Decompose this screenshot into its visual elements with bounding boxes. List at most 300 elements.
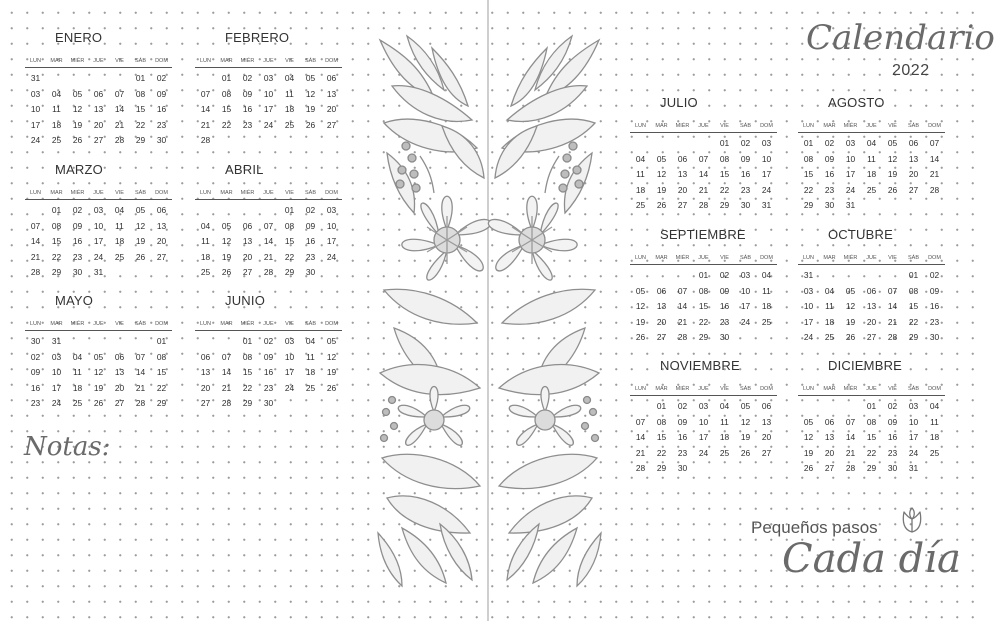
weekday-label: DOM: [760, 255, 773, 261]
day-cell: 04: [866, 138, 877, 148]
weekday-label: LUN: [634, 386, 646, 392]
tulip-icon: [899, 506, 925, 534]
day-cell: 04: [824, 285, 835, 296]
weekday-label: MIÉR: [675, 386, 690, 392]
day-cell: 11: [285, 88, 294, 99]
day-cell: 13: [156, 220, 167, 231]
day-cell: 12: [845, 301, 856, 311]
day-cell: 23: [740, 184, 751, 195]
weekday-header: [195, 190, 342, 200]
day-cell: 31: [803, 270, 814, 280]
day-cell: 24: [845, 184, 856, 195]
day-cell: 31: [93, 267, 104, 277]
weekday-label: MAR: [220, 190, 233, 196]
day-cell: 26: [221, 267, 232, 277]
weekday-label: VIE: [115, 321, 124, 327]
day-cell: 22: [51, 251, 62, 262]
day-cell: 01: [719, 138, 730, 148]
weekday-label: JUE: [263, 321, 274, 327]
day-cell: 17: [845, 169, 856, 179]
day-cell: 25: [200, 267, 211, 277]
day-cell: 22: [242, 382, 253, 393]
weekday-label: MIÉR: [675, 255, 690, 261]
day-cell: 07: [135, 351, 146, 362]
day-cell: 29: [719, 200, 730, 210]
day-cell: 11: [201, 236, 210, 246]
day-cell: 18: [635, 184, 646, 195]
day-cell: 22: [156, 382, 167, 393]
day-cell: 21: [135, 382, 146, 393]
day-cell: 02: [72, 205, 83, 215]
day-cell: 10: [326, 220, 337, 231]
day-cell: 03: [698, 401, 709, 411]
day-blank: [46, 71, 67, 87]
day-cell: 19: [635, 316, 646, 327]
day-cell: 21: [845, 447, 856, 458]
day-cell: 05: [135, 205, 146, 215]
weekday-label: MIÉR: [70, 321, 85, 327]
day-cell: 14: [221, 367, 232, 377]
notes-label: Notas:: [24, 432, 111, 462]
day-cell: 30: [929, 332, 940, 342]
day-cell: 06: [156, 205, 167, 215]
day-cell: 09: [305, 220, 316, 231]
day-cell: 27: [656, 332, 667, 342]
day-cell: 23: [887, 447, 898, 458]
day-cell: 28: [929, 184, 940, 195]
day-cell: 25: [635, 200, 646, 210]
day-cell: 16: [929, 301, 940, 311]
weekday-label: VIE: [285, 190, 294, 196]
day-cell: 25: [824, 332, 835, 342]
floral-decoration: [372, 28, 607, 588]
day-cell: 19: [740, 432, 751, 442]
day-cell: 17: [93, 236, 104, 246]
day-cell: 19: [803, 447, 814, 458]
day-cell: 28: [263, 267, 274, 277]
weekday-label: DOM: [760, 386, 773, 392]
day-cell: 19: [845, 316, 856, 327]
day-cell: 29: [156, 398, 167, 408]
day-cell: 03: [803, 285, 814, 296]
day-cell: 07: [845, 416, 856, 427]
day-cell: 20: [761, 432, 772, 442]
weekday-header: [195, 58, 342, 68]
day-cell: 10: [698, 416, 709, 427]
day-cell: 20: [677, 184, 688, 195]
day-cell: 24: [740, 316, 751, 327]
day-cell: 05: [635, 285, 646, 296]
day-cell: 14: [135, 367, 146, 377]
day-cell: 15: [656, 432, 667, 442]
day-cell: 05: [845, 285, 856, 296]
day-cell: 25: [866, 184, 877, 195]
weekday-label: DOM: [155, 321, 168, 327]
day-cell: 17: [803, 316, 814, 327]
day-cell: 01: [908, 270, 919, 280]
day-grid: [25, 203, 172, 281]
weekday-label: LUN: [199, 190, 211, 196]
day-cell: 20: [866, 316, 877, 327]
day-cell: 12: [135, 220, 146, 231]
day-blank: [630, 399, 651, 415]
day-cell: 01: [135, 73, 146, 83]
weekday-header: [630, 255, 777, 265]
weekday-label: JUE: [93, 321, 104, 327]
day-cell: 20: [114, 382, 125, 393]
day-cell: 13: [656, 301, 667, 311]
month-name: ABRIL: [225, 162, 264, 177]
day-cell: 19: [305, 104, 316, 114]
weekday-header: [798, 123, 945, 133]
day-cell: 09: [719, 285, 730, 296]
weekday-header: [25, 321, 172, 331]
day-cell: 11: [636, 169, 645, 179]
weekday-label: JUE: [698, 255, 709, 261]
month-name: AGOSTO: [828, 95, 885, 110]
day-blank: [798, 399, 819, 415]
day-cell: 20: [908, 169, 919, 179]
day-cell: 13: [824, 432, 835, 442]
weekday-label: SÁB: [907, 255, 919, 261]
day-blank: [109, 334, 130, 350]
day-cell: 26: [740, 447, 751, 458]
weekday-label: SÁB: [739, 386, 751, 392]
day-cell: 21: [929, 169, 940, 179]
day-cell: 06: [824, 416, 835, 427]
motto-line2: Cada día: [782, 536, 961, 582]
day-cell: 13: [242, 236, 253, 246]
day-cell: 28: [887, 332, 898, 342]
day-cell: 22: [284, 251, 295, 262]
day-blank: [88, 334, 109, 350]
day-cell: 23: [156, 119, 167, 130]
day-cell: 11: [930, 416, 939, 427]
day-cell: 18: [200, 251, 211, 262]
day-cell: 18: [719, 432, 730, 442]
weekday-label: DOM: [928, 386, 941, 392]
day-cell: 12: [221, 236, 232, 246]
day-cell: 03: [740, 270, 751, 280]
day-blank: [237, 203, 258, 219]
day-cell: 21: [698, 184, 709, 195]
day-cell: 14: [845, 432, 856, 442]
day-blank: [195, 71, 216, 87]
weekday-label: VIE: [720, 123, 729, 129]
day-cell: 22: [698, 316, 709, 327]
day-cell: 18: [929, 432, 940, 442]
day-cell: 22: [908, 316, 919, 327]
day-cell: 04: [51, 88, 62, 99]
day-cell: 18: [114, 236, 125, 246]
day-cell: 03: [263, 73, 274, 83]
day-cell: 09: [242, 88, 253, 99]
day-cell: 27: [677, 200, 688, 210]
day-cell: 08: [51, 220, 62, 231]
day-cell: 24: [93, 251, 104, 262]
day-cell: 21: [677, 316, 688, 327]
day-blank: [861, 268, 882, 284]
day-cell: 15: [156, 367, 167, 377]
day-cell: 03: [284, 336, 295, 346]
weekday-label: VIE: [720, 386, 729, 392]
day-cell: 19: [656, 184, 667, 195]
day-cell: 02: [887, 401, 898, 411]
weekday-label: MIÉR: [240, 321, 255, 327]
day-cell: 08: [698, 285, 709, 296]
weekday-label: DOM: [155, 190, 168, 196]
day-cell: 09: [887, 416, 898, 427]
day-grid: [25, 334, 172, 412]
day-cell: 23: [305, 251, 316, 262]
weekday-label: LUN: [199, 58, 211, 64]
day-blank: [819, 399, 840, 415]
day-cell: 10: [845, 153, 856, 164]
day-cell: 10: [284, 351, 295, 362]
day-cell: 10: [263, 88, 274, 99]
day-cell: 29: [908, 332, 919, 342]
day-cell: 10: [803, 301, 814, 311]
day-cell: 25: [284, 119, 295, 130]
day-cell: 12: [803, 432, 814, 442]
day-cell: 29: [284, 267, 295, 277]
weekday-header: [25, 190, 172, 200]
day-cell: 27: [93, 135, 104, 145]
day-cell: 15: [908, 301, 919, 311]
weekday-label: JUE: [93, 190, 104, 196]
weekday-label: SÁB: [134, 58, 146, 64]
weekday-label: VIE: [285, 321, 294, 327]
day-cell: 04: [72, 351, 83, 362]
weekday-label: VIE: [888, 123, 897, 129]
day-cell: 20: [242, 251, 253, 262]
day-cell: 19: [72, 119, 83, 130]
weekday-label: DOM: [155, 58, 168, 64]
day-cell: 02: [824, 138, 835, 148]
weekday-label: LUN: [802, 123, 814, 129]
day-cell: 31: [845, 200, 856, 210]
weekday-label: JUE: [698, 386, 709, 392]
weekday-label: JUE: [866, 255, 877, 261]
day-cell: 01: [803, 138, 814, 148]
day-cell: 05: [656, 153, 667, 164]
weekday-label: LUN: [802, 386, 814, 392]
weekday-label: MAR: [50, 190, 63, 196]
day-cell: 02: [719, 270, 730, 280]
day-cell: 08: [803, 153, 814, 164]
day-cell: 20: [156, 236, 167, 246]
day-cell: 06: [326, 73, 337, 83]
day-cell: 02: [30, 351, 41, 362]
day-cell: 03: [93, 205, 104, 215]
day-cell: 21: [263, 251, 274, 262]
day-cell: 17: [326, 236, 337, 246]
day-cell: 01: [51, 205, 62, 215]
weekday-label: SÁB: [304, 321, 316, 327]
day-cell: 17: [740, 301, 751, 311]
day-cell: 01: [866, 401, 877, 411]
day-cell: 15: [284, 236, 295, 246]
weekday-label: JUE: [263, 190, 274, 196]
day-cell: 12: [326, 351, 337, 362]
day-grid: [630, 399, 777, 477]
day-cell: 15: [51, 236, 62, 246]
day-cell: 11: [306, 351, 315, 362]
day-cell: 30: [824, 200, 835, 210]
day-blank: [651, 136, 672, 152]
weekday-label: LUN: [199, 321, 211, 327]
day-cell: 26: [656, 200, 667, 210]
day-cell: 05: [72, 88, 83, 99]
month-name: JULIO: [660, 95, 698, 110]
day-cell: 21: [221, 382, 232, 393]
weekday-label: MAR: [823, 255, 836, 261]
day-cell: 17: [908, 432, 919, 442]
day-cell: 27: [242, 267, 253, 277]
day-cell: 24: [263, 119, 274, 130]
day-cell: 13: [114, 367, 125, 377]
day-cell: 05: [887, 138, 898, 148]
day-cell: 28: [635, 463, 646, 473]
day-grid: [195, 71, 342, 149]
day-blank: [25, 203, 46, 219]
day-cell: 11: [825, 301, 834, 311]
day-cell: 07: [30, 220, 41, 231]
day-cell: 07: [221, 351, 232, 362]
day-cell: 23: [72, 251, 83, 262]
weekday-label: MIÉR: [240, 58, 255, 64]
day-cell: 28: [677, 332, 688, 342]
day-cell: 10: [93, 220, 104, 231]
month-name: SEPTIEMBRE: [660, 227, 746, 242]
day-cell: 20: [93, 119, 104, 130]
day-cell: 29: [698, 332, 709, 342]
day-cell: 15: [135, 104, 146, 114]
day-cell: 26: [305, 119, 316, 130]
day-cell: 09: [929, 285, 940, 296]
day-cell: 08: [866, 416, 877, 427]
day-cell: 13: [866, 301, 877, 311]
day-cell: 26: [72, 135, 83, 145]
day-cell: 30: [677, 463, 688, 473]
day-cell: 09: [740, 153, 751, 164]
calendar-year: 2022: [892, 62, 930, 79]
day-cell: 30: [719, 332, 730, 342]
weekday-label: MAR: [655, 386, 668, 392]
day-cell: 27: [326, 119, 337, 130]
day-cell: 31: [908, 463, 919, 473]
day-cell: 11: [52, 104, 61, 114]
day-cell: 26: [326, 382, 337, 393]
weekday-label: MIÉR: [70, 190, 85, 196]
weekday-header: [195, 321, 342, 331]
day-cell: 18: [761, 301, 772, 311]
day-cell: 06: [677, 153, 688, 164]
weekday-label: DOM: [928, 255, 941, 261]
weekday-label: JUE: [263, 58, 274, 64]
day-cell: 08: [284, 220, 295, 231]
day-blank: [882, 268, 903, 284]
weekday-label: MAR: [50, 321, 63, 327]
day-blank: [840, 399, 861, 415]
weekday-label: SÁB: [739, 123, 751, 129]
day-cell: 07: [677, 285, 688, 296]
day-cell: 27: [866, 332, 877, 342]
weekday-label: DOM: [325, 58, 338, 64]
day-cell: 26: [135, 251, 146, 262]
day-cell: 12: [740, 416, 751, 427]
month-name: OCTUBRE: [828, 227, 893, 242]
day-cell: 07: [200, 88, 211, 99]
day-cell: 26: [887, 184, 898, 195]
day-cell: 28: [698, 200, 709, 210]
day-cell: 27: [908, 184, 919, 195]
day-cell: 29: [866, 463, 877, 473]
day-cell: 01: [284, 205, 295, 215]
day-cell: 28: [135, 398, 146, 408]
day-blank: [67, 71, 88, 87]
day-cell: 06: [866, 285, 877, 296]
day-cell: 06: [200, 351, 211, 362]
day-cell: 18: [51, 119, 62, 130]
day-cell: 13: [677, 169, 688, 179]
day-cell: 02: [242, 73, 253, 83]
day-cell: 02: [263, 336, 274, 346]
day-blank: [819, 268, 840, 284]
day-blank: [693, 136, 714, 152]
day-blank: [130, 334, 151, 350]
day-cell: 12: [93, 367, 104, 377]
day-blank: [630, 268, 651, 284]
day-cell: 06: [761, 401, 772, 411]
day-cell: 13: [908, 153, 919, 164]
day-cell: 24: [30, 135, 41, 145]
weekday-label: LUN: [29, 321, 41, 327]
day-cell: 29: [135, 135, 146, 145]
day-cell: 18: [866, 169, 877, 179]
day-cell: 26: [845, 332, 856, 342]
weekday-label: VIE: [720, 255, 729, 261]
day-cell: 05: [740, 401, 751, 411]
day-cell: 14: [30, 236, 41, 246]
day-cell: 08: [242, 351, 253, 362]
day-cell: 21: [887, 316, 898, 327]
month-name: DICIEMBRE: [828, 358, 903, 373]
day-cell: 20: [326, 104, 337, 114]
day-cell: 25: [51, 135, 62, 145]
weekday-label: VIE: [888, 386, 897, 392]
weekday-label: MIÉR: [70, 58, 85, 64]
day-cell: 16: [30, 382, 41, 393]
day-cell: 23: [30, 398, 41, 408]
day-cell: 16: [242, 104, 253, 114]
day-cell: 18: [72, 382, 83, 393]
day-cell: 20: [200, 382, 211, 393]
day-cell: 13: [200, 367, 211, 377]
day-cell: 19: [221, 251, 232, 262]
day-cell: 12: [656, 169, 667, 179]
day-cell: 11: [115, 220, 124, 231]
day-cell: 18: [824, 316, 835, 327]
day-cell: 27: [761, 447, 772, 458]
day-cell: 07: [263, 220, 274, 231]
day-cell: 07: [887, 285, 898, 296]
day-cell: 30: [263, 398, 274, 408]
weekday-label: DOM: [325, 190, 338, 196]
weekday-label: MAR: [823, 386, 836, 392]
day-blank: [195, 334, 216, 350]
day-cell: 23: [677, 447, 688, 458]
